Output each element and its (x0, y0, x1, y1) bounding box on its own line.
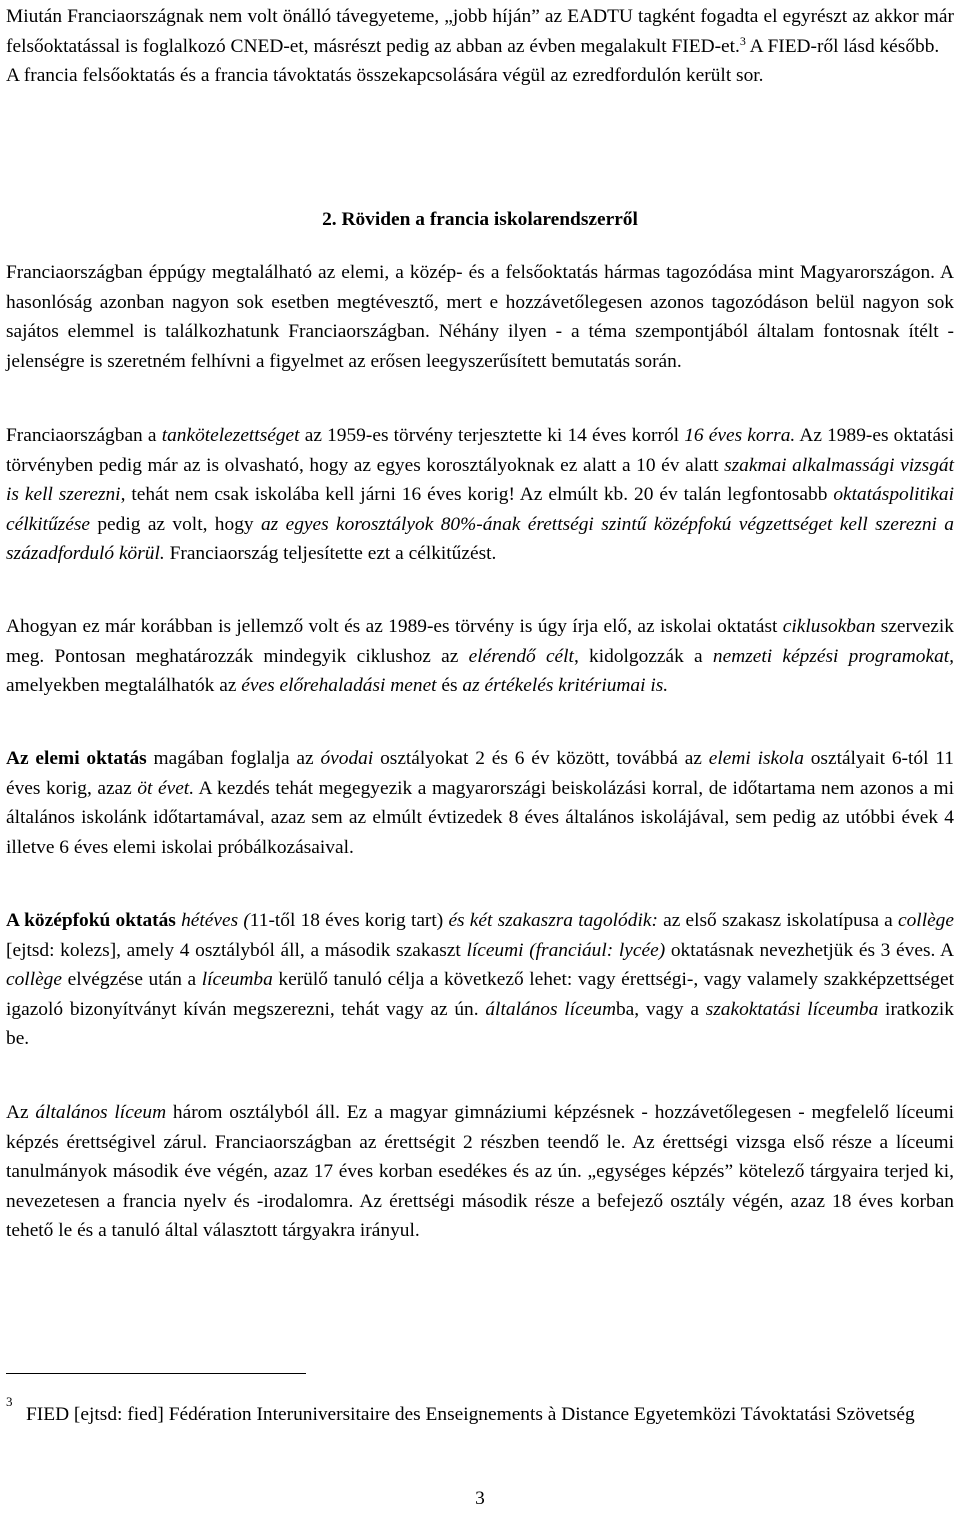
paragraph-2: Franciaországban a tankötelezettséget az 1959-es törvény terjesztette ki 14 éves korról 16 éves korra. Az 1989-es oktatási törvényben pedig már az is olvasható, hogy az egyes korosztályoknak ez alatt a 10 év alatt szakmai alkalmassági vizsgát is kell szerezni, tehát nem csak iskolába kell járni 16 éves korig! Az elmúlt kb. 20 év talán legfontosabb oktatáspolitikai célkitűzése pedig az volt, hogy az egyes korosztályok 80%-ának érettségi szintű középfokú végzettséget kell szerezni a századforduló körül. Franciaország teljesítette ezt a célkitűzést. (6, 425, 954, 565)
intro-text-cont: A FIED-ről lásd később. (745, 35, 940, 57)
footnote-number: 3 (6, 1394, 13, 1409)
section-heading: 2. Röviden a francia iskolarendszerről (322, 209, 638, 230)
paragraph-5: A középfokú oktatás hétéves (11-től 18 éves korig tart) és két szakaszra tagolódik: az első szakasz iskolatípusa a collège [ejtsd: kolezs], amely 4 osztályból áll, a második szakaszt líceumi (franciául: lycée) oktatásnak nevezhetjük és 3 éves. A collège elvégzése után a líceumba kerülő tanuló célja a következő lehet: vagy érettségi-, vagy valamely szakképzettséget igazoló bizonyítványt kíván megszerezni, tehát vagy az ún. általános líceumba, vagy a szakoktatási líceumba iratkozik be. (6, 910, 954, 1050)
paragraph-4: Az elemi oktatás magában foglalja az óvodai osztályokat 2 és 6 év között, továbbá az elemi iskola osztályait 6-tól 11 éves korig, azaz öt évet. A kezdés tehát megegyezik a magyarországi beiskolázási korral, de időtartama nem azonos a mi általános iskolánk időtartamával, azaz sem az elmúlt évtizedek 8 éves általános iskolájával, sem pedig az utóbbi évek 4 illetve 6 éves elemi iskolai próbálkozásaival. (6, 748, 954, 858)
footnote-text: FIED [ejtsd: fied] Fédération Interuniversitaire des Enseignements à Distance Egyetemközi Távoktatási Szövetség (26, 1404, 915, 1425)
page-number: 3 (475, 1488, 485, 1509)
footnote-separator (6, 1373, 306, 1374)
footnote-reference: 3 (739, 33, 746, 48)
intro-paragraph (6, 2, 954, 91)
paragraph-1: Franciaországban éppúgy megtalálható az elemi, a közép- és a felsőoktatás hármas tagozódása mint Magyarországon. A hasonlóság azonban nagyon sok esetben megtévesztő, mert e hozzávetőlegesen azonos tagozódáson belül nagyon sok sajátos elemmel is találkozhatunk Franciaországban. Néhány ilyen - a téma szempontjából általam fontosnak ítélt - jelenségre is szeretném felhívni a figyelmet az erősen leegyszerűsített bemutatás során. (6, 262, 954, 372)
paragraph-3: Ahogyan ez már korábban is jellemző volt és az 1989-es törvény is úgy írja elő, az iskolai oktatást ciklusokban szervezik meg. Pontosan meghatározzák mindegyik ciklushoz az elérendő célt, kidolgozzák a nemzeti képzési programokat, amelyekben megtalálhatók az éves előrehaladási menet és az értékelés kritériumai is. (6, 616, 955, 697)
paragraph-6: Az általános líceum három osztályból áll. Ez a magyar gimnáziumi képzésnek - hozzávetőlegesen - megfelelő líceumi képzés érettségivel zárul. Franciaországban az érettségit 2 részben teendő le. Az érettségi vizsga első része a líceumi tanulmányok második éve végén, azaz 17 éves korban esedékes és az ún. „egységes képzés” kötelező tárgyaira terjed ki, nevezetesen a francia nyelv és -irodalomra. Az érettségi második része a befejező osztály végén, azaz 18 éves korban tehető le és a tanuló által választott tárgyakra irányul. (6, 1102, 954, 1242)
intro-last-sentence: A francia felsőoktatás és a francia távoktatás összekapcsolására végül az ezredfordulón került sor. (6, 65, 764, 87)
intro-text: Miután Franciaországnak nem volt önálló távegyeteme, „jobb híján” az EADTU tagként fogadta el egyrészt az akkor már felsőoktatással is foglalkozó CNED-et, másrészt pedig az abban az évben megalakult FIED-et. (6, 6, 954, 57)
